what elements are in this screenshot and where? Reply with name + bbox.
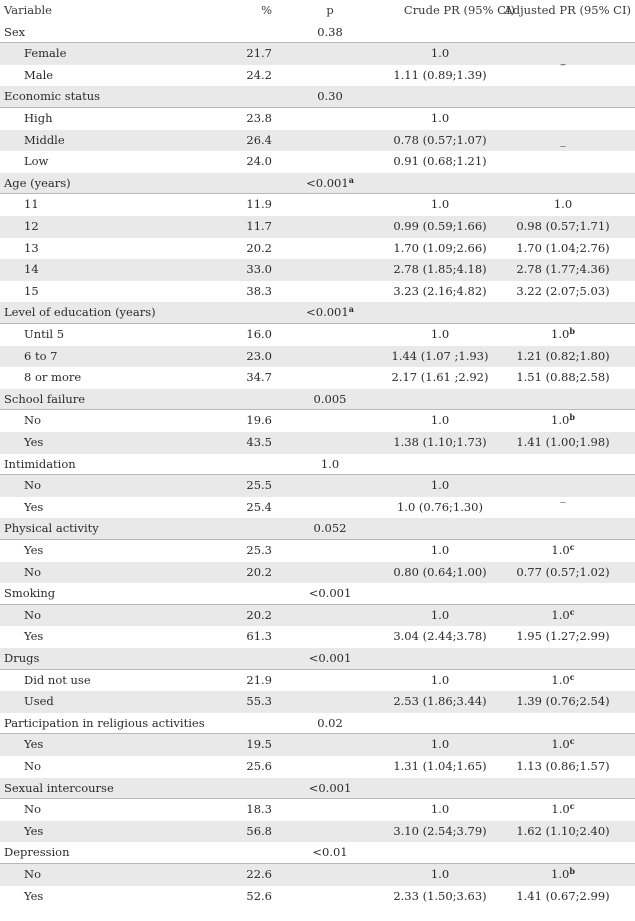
percent-value: 33.0: [246, 262, 272, 277]
table-row: [0, 540, 635, 562]
p-value-cell: [270, 842, 390, 864]
p-value: 0.30: [317, 89, 343, 104]
table-row: [0, 562, 635, 584]
p-value-cell: [270, 22, 390, 44]
adjusted-pr-value: 1.62 (1.10;2.40): [516, 823, 610, 838]
category-label: No: [24, 802, 41, 817]
category-label: Low: [24, 154, 49, 169]
crude-pr-value: 0.91 (0.68;1.21): [393, 154, 487, 169]
crude-pr-value: 3.04 (2.44;3.78): [393, 629, 487, 644]
crude-pr-value: 2.17 (1.61 ;2.92): [391, 370, 489, 385]
group-label: Participation in religious activities: [4, 715, 205, 730]
table-group-row: [0, 86, 635, 108]
percent-value: 25.6: [246, 759, 272, 773]
header-crude-pr: Crude PR (95% CI): [403, 3, 515, 17]
table-row: [0, 886, 635, 908]
table-group-row: [0, 778, 635, 800]
crude-pr-value: 1.0: [430, 197, 450, 212]
category-label: Middle: [24, 132, 65, 147]
percent-value: 25.5: [246, 478, 272, 493]
adjusted-pr-cell: [495, 281, 631, 303]
adjusted-pr-value: 1.95 (1.27;2.99): [516, 629, 610, 644]
table-row: [0, 238, 635, 260]
percent-value: 24.2: [246, 67, 272, 82]
adjusted-pr-cell: [495, 540, 631, 562]
group-label: Intimidation: [4, 456, 76, 471]
category-label: 14: [24, 262, 39, 277]
adjusted-pr-value: 1.0: [551, 413, 570, 428]
footnote-marker: b: [569, 412, 575, 423]
percent-value: 56.8: [246, 823, 272, 838]
percent-value: 25.3: [246, 543, 272, 557]
adjusted-pr-cell: [495, 324, 631, 346]
footnote-marker: a: [348, 174, 354, 185]
not-applicable-dash: –: [560, 57, 566, 72]
adjusted-pr-value: 0.98 (0.57;1.71): [516, 219, 610, 233]
table-group-row: [0, 22, 635, 44]
table-row: [0, 734, 635, 756]
category-label: Yes: [24, 888, 44, 903]
adjusted-pr-cell: [495, 864, 631, 886]
crude-pr-value: 1.70 (1.09;2.66): [393, 240, 487, 255]
footnote-marker: c: [569, 606, 575, 617]
adjusted-pr-cell: [495, 259, 631, 281]
table-row: [0, 756, 635, 778]
category-label: 6 to 7: [24, 348, 58, 363]
percent-value: 25.4: [246, 499, 272, 514]
crude-pr-value: 1.0: [430, 413, 450, 428]
adjusted-pr-value: 1.0: [553, 197, 573, 212]
p-value-cell: [270, 389, 390, 411]
crude-pr-value: 3.23 (2.16;4.82): [393, 283, 487, 298]
adjusted-pr-cell: [495, 734, 631, 756]
percent-value: 19.5: [246, 737, 272, 752]
p-value: <0.001: [306, 305, 349, 320]
crude-pr-value: 1.0: [430, 46, 450, 61]
header-p: p: [326, 3, 334, 17]
table-row: [0, 346, 635, 368]
adjusted-pr-value: 1.0: [551, 543, 570, 557]
footnote-marker: c: [569, 801, 575, 812]
table-row: [0, 259, 635, 281]
percent-value: 16.0: [246, 327, 272, 341]
table-row: [0, 821, 635, 843]
group-label: Level of education (years): [4, 305, 156, 320]
adjusted-pr-cell: [495, 670, 631, 692]
crude-pr-value: 1.0: [430, 672, 450, 687]
p-value-cell: [270, 302, 390, 324]
p-value-cell: [270, 518, 390, 540]
adjusted-pr-cell: [495, 194, 631, 216]
crude-pr-value: 2.33 (1.50;3.63): [393, 888, 487, 903]
percent-value: 38.3: [246, 283, 272, 298]
adjusted-pr-cell: [495, 605, 631, 627]
crude-pr-value: 1.0: [430, 737, 450, 752]
crude-pr-value: 2.78 (1.85;4.18): [393, 262, 487, 277]
category-label: Yes: [24, 499, 44, 514]
table-group-row: [0, 518, 635, 540]
percent-value: 18.3: [246, 802, 272, 817]
adjusted-pr-cell: [495, 799, 631, 821]
category-label: Yes: [24, 629, 44, 644]
percent-value: 20.2: [246, 607, 272, 622]
category-label: Did not use: [24, 672, 91, 687]
percent-value: 34.7: [246, 370, 272, 385]
p-value-cell: [270, 86, 390, 108]
adjusted-pr-value: 1.0: [551, 672, 570, 687]
table-row: [0, 605, 635, 627]
adjusted-pr-value: 2.78 (1.77;4.36): [516, 262, 610, 277]
adjusted-pr-value: 1.41 (1.00;1.98): [516, 435, 610, 449]
table-row: [0, 670, 635, 692]
footnote-marker: b: [569, 866, 575, 876]
adjusted-pr-value: 1.39 (0.76;2.54): [516, 694, 610, 709]
adjusted-pr-value: 1.51 (0.88;2.58): [516, 370, 610, 385]
header-percent: %: [261, 3, 272, 17]
table-group-row: [0, 648, 635, 670]
adjusted-pr-cell: [495, 626, 631, 648]
group-label: Sex: [4, 24, 26, 39]
table-group-row: [0, 713, 635, 735]
group-label: Age (years): [4, 175, 71, 190]
crude-pr-value: 1.11 (0.89;1.39): [393, 67, 487, 82]
category-label: No: [24, 867, 41, 881]
crude-pr-value: 1.0: [430, 607, 450, 622]
crude-pr-value: 1.0: [430, 543, 450, 557]
category-label: Used: [24, 694, 54, 709]
percent-value: 23.0: [246, 348, 272, 363]
percent-value: 11.9: [246, 197, 272, 212]
p-value-cell: [270, 713, 390, 735]
p-value: <0.001: [306, 175, 349, 190]
percent-value: 52.6: [246, 888, 272, 903]
footnote-marker: c: [569, 542, 575, 552]
table-row: [0, 367, 635, 389]
crude-pr-value: 1.0: [430, 478, 450, 493]
adjusted-pr-value: 3.22 (2.07;5.03): [516, 283, 610, 298]
category-label: Male: [24, 67, 54, 82]
adjusted-pr-value: 1.0: [551, 607, 570, 622]
adjusted-pr-value: 1.13 (0.86;1.57): [516, 759, 610, 773]
footnote-marker: c: [569, 671, 575, 682]
adjusted-pr-cell: [495, 432, 631, 454]
percent-value: 24.0: [246, 154, 272, 169]
percent-value: 61.3: [246, 629, 272, 644]
table-row: [0, 410, 635, 432]
percent-value: 20.2: [246, 240, 272, 255]
adjusted-pr-cell: [495, 886, 631, 908]
category-label: 15: [24, 283, 39, 298]
crude-pr-value: 1.31 (1.04;1.65): [393, 759, 487, 773]
category-label: No: [24, 607, 41, 622]
table-row: [0, 626, 635, 648]
category-label: Yes: [24, 435, 44, 449]
p-value-cell: [270, 454, 390, 476]
group-label: Sexual intercourse: [4, 780, 114, 795]
category-label: No: [24, 564, 41, 579]
crude-pr-value: 1.38 (1.10;1.73): [393, 435, 487, 449]
adjusted-pr-value: 1.0: [551, 802, 570, 817]
crude-pr-value: 1.0 (0.76;1.30): [396, 499, 483, 514]
category-label: 13: [24, 240, 39, 255]
footnote-marker: b: [569, 326, 575, 336]
table-row: [0, 281, 635, 303]
table-row: [0, 194, 635, 216]
table-group-row: [0, 454, 635, 476]
percent-value: 55.3: [246, 694, 272, 709]
table-header: [0, 0, 635, 22]
group-label: School failure: [4, 391, 86, 406]
percent-value: 22.6: [246, 867, 272, 881]
p-value-cell: [270, 173, 390, 195]
adjusted-pr-value: 0.77 (0.57;1.02): [516, 564, 610, 579]
crude-pr-value: 0.78 (0.57;1.07): [393, 132, 487, 147]
category-label: 11: [24, 197, 39, 212]
percent-value: 21.7: [246, 46, 272, 61]
category-label: Until 5: [24, 327, 65, 341]
category-label: Yes: [24, 737, 44, 752]
adjusted-pr-cell: [495, 562, 631, 584]
category-label: 8 or more: [24, 370, 82, 385]
adjusted-pr-value: 1.0: [551, 327, 570, 341]
crude-pr-value: 3.10 (2.54;3.79): [393, 823, 487, 838]
percent-value: 26.4: [246, 132, 272, 147]
category-label: No: [24, 478, 41, 493]
category-label: Female: [24, 46, 67, 61]
crude-pr-value: 2.53 (1.86;3.44): [393, 694, 487, 709]
crude-pr-value: 1.0: [430, 867, 450, 881]
p-value: 1.0: [320, 456, 340, 471]
p-value-cell: [270, 778, 390, 800]
table-group-row: [0, 842, 635, 864]
p-value-cell: [270, 648, 390, 670]
group-label: Drugs: [4, 651, 40, 665]
footnote-marker: c: [569, 736, 575, 747]
adjusted-pr-value: 1.0: [551, 737, 570, 752]
category-label: Yes: [24, 543, 44, 557]
p-value: <0.001: [308, 651, 352, 665]
footnote-marker: a: [348, 304, 354, 315]
adjusted-pr-value: 1.21 (0.82;1.80): [516, 348, 610, 363]
group-label: Physical activity: [4, 521, 99, 536]
not-applicable-dash: _: [560, 133, 566, 147]
table-row: [0, 691, 635, 713]
group-label: Depression: [4, 845, 70, 860]
p-value-cell: [270, 583, 390, 605]
table-group-row: [0, 389, 635, 411]
table-group-row: [0, 302, 635, 324]
category-label: 12: [24, 219, 39, 233]
category-label: No: [24, 759, 41, 773]
table-row: [0, 216, 635, 238]
category-label: High: [24, 111, 53, 125]
percent-value: 11.7: [246, 219, 272, 233]
percent-value: 43.5: [246, 435, 272, 449]
crude-pr-value: 0.80 (0.64;1.00): [393, 564, 487, 579]
table-row: [0, 324, 635, 346]
category-label: Yes: [24, 823, 44, 838]
crude-pr-value: 1.44 (1.07 ;1.93): [391, 348, 489, 363]
percent-value: 21.9: [246, 672, 272, 687]
p-value: <0.001: [308, 780, 352, 795]
crude-pr-value: 0.99 (0.59;1.66): [393, 219, 487, 233]
group-label: Economic status: [4, 89, 101, 104]
adjusted-pr-cell: [495, 367, 631, 389]
percent-value: 19.6: [246, 413, 272, 428]
table-row: [0, 864, 635, 886]
crude-pr-value: 1.0: [430, 111, 450, 125]
p-value: 0.052: [313, 521, 347, 536]
adjusted-pr-value: 1.0: [551, 867, 570, 881]
adjusted-pr-cell: [495, 346, 631, 368]
adjusted-pr-cell: [495, 691, 631, 713]
p-value: <0.01: [312, 845, 348, 860]
group-label: Smoking: [4, 586, 56, 601]
percent-value: 20.2: [246, 564, 272, 579]
crude-pr-value: 1.0: [430, 327, 450, 341]
crude-pr-value: 1.0: [430, 802, 450, 817]
percent-value: 23.8: [246, 111, 272, 125]
p-value: 0.38: [317, 24, 343, 39]
table-row: [0, 432, 635, 454]
adjusted-pr-value: 1.41 (0.67;2.99): [516, 888, 610, 903]
p-value: <0.001: [308, 586, 352, 601]
table-group-row: [0, 583, 635, 605]
p-value: 0.02: [317, 715, 343, 730]
header-adjusted-pr: Adjusted PR (95% CI): [504, 3, 631, 17]
adjusted-pr-cell: [495, 410, 631, 432]
adjusted-pr-cell: [495, 238, 631, 260]
header-variable: Variable: [4, 3, 52, 17]
adjusted-pr-cell: [495, 756, 631, 778]
p-value: 0.005: [313, 391, 347, 406]
category-label: No: [24, 413, 41, 428]
not-applicable-dash: _: [560, 489, 566, 504]
adjusted-pr-cell: [495, 821, 631, 843]
table-row: [0, 799, 635, 821]
table-group-row: [0, 173, 635, 195]
adjusted-pr-cell: [495, 216, 631, 238]
adjusted-pr-value: 1.70 (1.04;2.76): [516, 240, 610, 255]
